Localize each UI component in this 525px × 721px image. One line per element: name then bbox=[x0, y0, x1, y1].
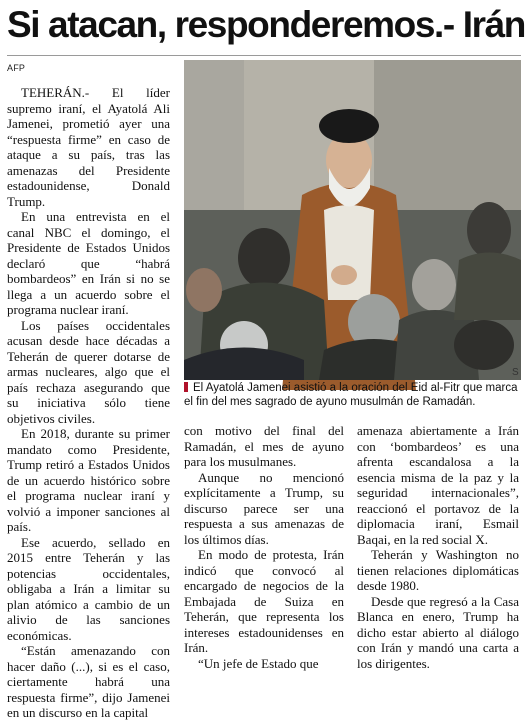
paragraph: En 2018, durante su primer mandato como Presidente, Trump retiró a Estados Unidos de un acuerdo histórico sobre el programa nuclear iraní y volvió a imponer sanciones al país. bbox=[7, 426, 170, 534]
article-column-3 bbox=[357, 423, 519, 671]
paragraph: En modo de protesta, Irán indicó que convocó al encargado de negocios de la Embajada de Suiza en Teherán, que representa los intereses estadounidenses en Irán. bbox=[184, 547, 344, 655]
headline: Si atacan, responderemos.- Irán bbox=[7, 4, 525, 45]
caption-text: El Ayatolá Jamenei asistió a la oración del Eid al-Fitr que marca el fin del mes sagrado de ayuno musulmán de Ramadán. bbox=[184, 382, 518, 408]
byline: AFP bbox=[7, 63, 26, 73]
paragraph: “Un jefe de Estado que bbox=[198, 655, 319, 671]
paragraph: Los países occidentales acusan desde hace décadas a Teherán de querer dotarse de armas nucleares, algo que el país rechaza asegurando que su iniciativa sólo tiene objetivos civiles. bbox=[7, 317, 170, 426]
paragraph: En una entrevista en el canal NBC el domingo, el Presidente de Estados Unidos declaró que “habrá bombardeos” en Irán si no se llega a un acuerdo sobre el programa nuclear iraní. bbox=[7, 209, 170, 317]
paragraph: Teherán y Washington no tienen relaciones diplomáticas desde 1980. bbox=[357, 547, 519, 593]
article-column-1 bbox=[7, 85, 170, 720]
adjacent-story-letter: S bbox=[512, 367, 519, 378]
paragraph: Aunque no mencionó explícitamente a Trump, su discurso parece ser una respuesta a sus amenazas de los últimos días. bbox=[184, 469, 344, 547]
caption-marker bbox=[184, 382, 188, 392]
paragraph: amenaza abiertamente a Irán con ‘bombardeos’ es una afrenta escandalosa a la esencia misma de la paz y la seguridad internacionales”, reaccionó el portavoz de la diplomacia iraní, Esmail Baqai, en la red social X. bbox=[357, 423, 519, 547]
paragraph: “Están amenazando con hacer daño (...), si es el caso, ciertamente habrá una respuesta firme”, dijo Jamenei en un discurso en la capital bbox=[7, 643, 170, 720]
paragraph: Desde que regresó a la Casa Blanca en enero, Trump ha dicho estar abierto al diálogo con Irán y mandó una carta a los dirigentes. bbox=[357, 593, 519, 671]
paragraph: TEHERÁN.- El líder supremo iraní, el Ayatolá Ali Jamenei, prometió ayer una “respuesta firme” en caso de ataque a su país, tras las amenazas del Presidente estadounidense, Donald Trump. bbox=[7, 85, 170, 209]
headline-rule bbox=[7, 55, 521, 56]
photo-illustration bbox=[184, 60, 521, 380]
news-photo bbox=[184, 60, 521, 380]
article-column-2 bbox=[184, 423, 344, 671]
paragraph: con motivo del final del Ramadán, el mes de ayuno para los musulmanes. bbox=[184, 423, 344, 469]
photo-caption bbox=[184, 381, 521, 409]
paragraph: Ese acuerdo, sellado en 2015 entre Teherán y las potencias occidentales, obligaba a Irán a limitar su plan atómico a cambio de un alivio de las sanciones económicas. bbox=[7, 534, 170, 643]
